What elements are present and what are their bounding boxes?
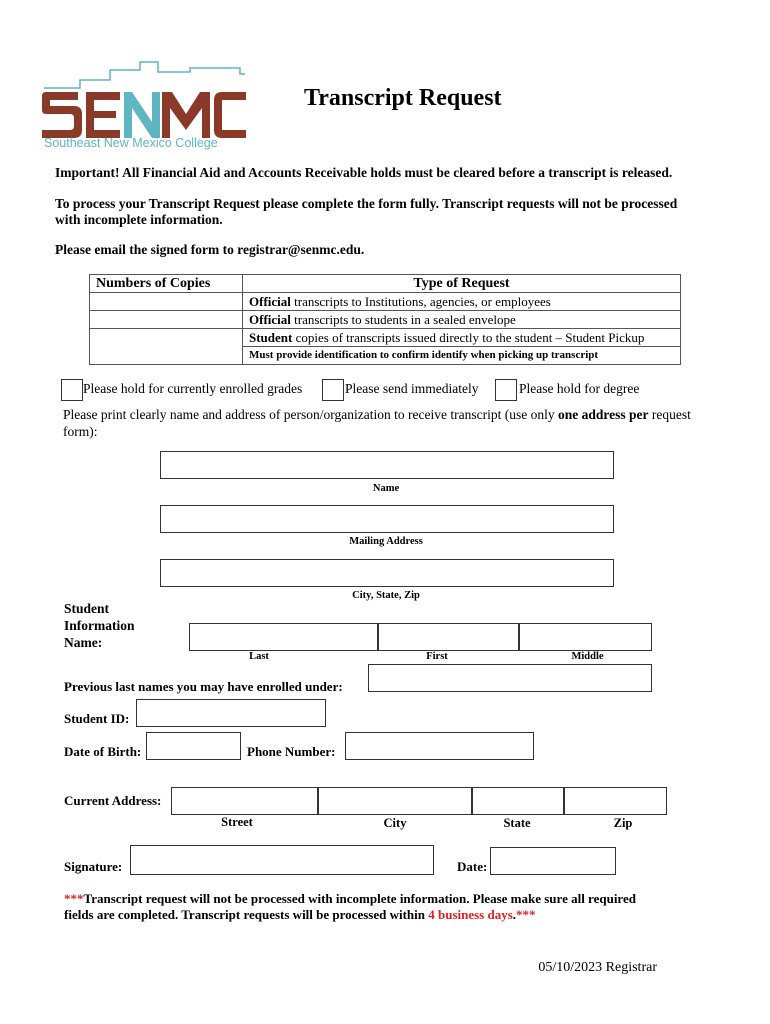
warning-period: . [512, 907, 517, 922]
middle-caption: Middle [571, 651, 604, 662]
mailing-caption: Mailing Address [349, 536, 423, 547]
city-input[interactable] [318, 787, 472, 815]
phone-label: Phone Number: [247, 744, 336, 759]
footer-revision: 05/10/2023 Registrar [538, 960, 657, 975]
student-heading [64, 600, 135, 651]
state-caption: State [503, 816, 531, 830]
copies-input-3[interactable] [90, 329, 243, 365]
student-id-input[interactable] [136, 699, 326, 727]
notice-process: To process your Transcript Request please complete the form fully. Transcript requests will not be processed with incomplete information. [55, 196, 678, 227]
logo-tagline: Southeast New Mexico College [44, 136, 218, 150]
instruction-bold: one address per [557, 407, 649, 422]
recipient-name-input[interactable] [160, 451, 614, 479]
notice-important: Important! All Financial Aid and Accounts Receivable holds must be cleared before a transcript is released. [55, 165, 673, 180]
row-type: Official [249, 312, 291, 327]
signature-input[interactable] [130, 845, 434, 875]
row-type: Official [249, 294, 291, 309]
page-title: Transcript Request [304, 85, 502, 111]
incomplete-warning [64, 891, 664, 923]
hold-grades-label: Please hold for currently enrolled grades [83, 381, 303, 396]
zip-caption: Zip [613, 816, 633, 830]
middle-name-input[interactable] [519, 623, 652, 651]
first-caption: First [426, 651, 448, 662]
recipient-instruction [63, 406, 703, 440]
dob-label: Date of Birth: [64, 744, 142, 759]
send-now-checkbox[interactable] [322, 379, 344, 401]
street-input[interactable] [171, 787, 318, 815]
mailing-address-input[interactable] [160, 505, 614, 533]
pickup-note: Must provide identification to confirm identify when picking up transcript [243, 347, 681, 365]
row-type: Student [249, 330, 293, 345]
header-copies: Numbers of Copies [90, 275, 243, 293]
last-caption: Last [249, 651, 269, 662]
current-address-label: Current Address: [64, 793, 162, 808]
header-type: Type of Request [243, 275, 681, 293]
hold-grades-checkbox[interactable] [61, 379, 83, 401]
student-heading-1: Student [64, 601, 110, 616]
copies-input-1[interactable] [90, 293, 243, 311]
previous-names-label: Previous last names you may have enrolled under: [64, 679, 343, 694]
row-desc: transcripts to Institutions, agencies, or employees [290, 294, 551, 309]
row-desc: transcripts to students in a sealed envelope [290, 312, 516, 327]
signature-label: Signature: [64, 859, 123, 874]
request-table [89, 274, 681, 365]
name-caption: Name [372, 483, 400, 494]
street-caption: Street [221, 815, 253, 829]
instruction-text: Please print clearly name and address of person/organization to receive transcript (use only [63, 407, 558, 422]
table-row [90, 293, 681, 311]
notice-email: Please email the signed form to registrar@senmc.edu. [55, 242, 365, 257]
copies-input-2[interactable] [90, 311, 243, 329]
phone-input[interactable] [345, 732, 534, 760]
warning-stars-open: *** [64, 891, 84, 906]
zip-input[interactable] [564, 787, 667, 815]
last-name-input[interactable] [189, 623, 378, 651]
hold-degree-checkbox[interactable] [495, 379, 517, 401]
warning-stars-close: *** [516, 907, 536, 922]
warning-text: Transcript request will not be processed with incomplete information. Please make sure all required fields are completed. Transcript requests will be processed within [64, 891, 636, 922]
hold-degree-label: Please hold for degree [519, 381, 640, 396]
instruction-text-end: request form): [63, 407, 691, 439]
city-caption: City, State, Zip [352, 590, 420, 601]
row-desc: copies of transcripts issued directly to the student – Student Pickup [292, 330, 645, 345]
table-row [90, 311, 681, 329]
dob-input[interactable] [146, 732, 241, 760]
warning-days: 4 business days [428, 907, 513, 922]
city-caption-2: City [383, 816, 407, 830]
previous-names-input[interactable] [368, 664, 652, 692]
date-label: Date: [457, 859, 488, 874]
student-id-label: Student ID: [64, 711, 130, 726]
date-input[interactable] [490, 847, 616, 875]
table-row [90, 329, 681, 347]
city-state-zip-input[interactable] [160, 559, 614, 587]
send-now-label: Please send immediately [345, 381, 479, 396]
student-heading-2: Information [64, 618, 135, 633]
state-input[interactable] [472, 787, 564, 815]
student-heading-3: Name: [64, 635, 103, 650]
first-name-input[interactable] [378, 623, 519, 651]
